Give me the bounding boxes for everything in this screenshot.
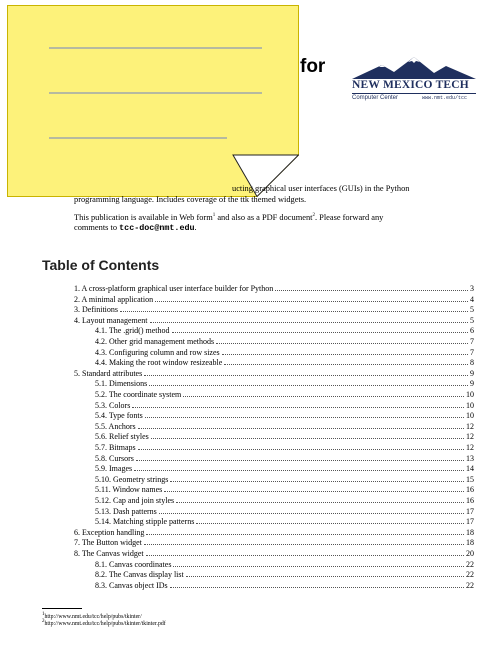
toc-entry-page: 9 — [470, 368, 474, 378]
toc-entry-label: 5.4. Type fonts — [95, 411, 143, 421]
toc-entry-label: 5.2. The coordinate system — [95, 390, 182, 399]
toc-entry-page: 22 — [466, 570, 474, 580]
toc-entry[interactable] — [95, 580, 474, 591]
toc-entry-page: 9 — [470, 379, 474, 389]
toc-entry-page: 7 — [470, 347, 474, 357]
toc-entry-page: 17 — [466, 517, 474, 527]
sticky-note[interactable] — [7, 5, 299, 197]
toc-entry-page: 13 — [466, 453, 474, 463]
toc-leader-dots — [222, 347, 468, 355]
footnote-ref[interactable]: 1 — [212, 213, 216, 218]
toc-leader-dots — [146, 527, 464, 535]
toc-leader-dots — [216, 336, 468, 344]
toc-heading: Table of Contents — [42, 257, 160, 273]
toc-leader-dots — [138, 421, 464, 429]
logo-url: www.nmt.edu/tcc — [422, 95, 468, 101]
toc-entry-page: 5 — [470, 305, 474, 315]
footnote-ref[interactable]: 2 — [312, 213, 315, 218]
toc-leader-dots — [132, 400, 464, 408]
toc-entry-label: 5.12. Cap and join styles — [95, 496, 175, 505]
intro-text: . — [194, 223, 197, 232]
toc-entry-label: 5.11. Window names — [95, 485, 163, 495]
intro-text: comments to — [74, 223, 120, 232]
toc-entry-page: 17 — [466, 506, 474, 516]
toc-leader-dots — [172, 325, 468, 333]
logo-subtitle: Computer Center — [352, 95, 399, 101]
toc-entry-label: 2. A minimal application — [74, 294, 154, 304]
toc-entry-label: 5.5. Anchors — [95, 421, 136, 431]
toc-entry-page: 12 — [466, 443, 474, 452]
footnote-number: 1 — [42, 612, 45, 617]
toc-leader-dots — [146, 548, 464, 556]
toc-entry-label: 5.8. Cursors — [95, 453, 134, 463]
toc-entry-page: 8 — [470, 358, 474, 368]
toc-leader-dots — [120, 304, 468, 312]
toc-entry-label: 3. Definitions — [74, 305, 118, 315]
toc-entry[interactable] — [95, 495, 474, 506]
toc-entry[interactable] — [95, 484, 474, 495]
toc-entry-page: 12 — [466, 421, 474, 431]
footnote-rule — [42, 608, 82, 609]
toc-leader-dots — [186, 569, 464, 577]
logo-name: NEW MEXICO TECH — [352, 79, 469, 91]
toc-entry[interactable] — [95, 357, 474, 368]
toc-entry[interactable] — [95, 347, 474, 358]
toc-entry[interactable] — [74, 537, 474, 548]
toc-entry-page: 6 — [470, 326, 474, 336]
toc-entry[interactable] — [95, 516, 474, 527]
toc-entry-page: 18 — [466, 538, 474, 548]
toc-leader-dots — [176, 495, 464, 503]
sticky-note-icon — [7, 5, 299, 197]
toc-entry[interactable] — [95, 463, 474, 474]
footnote-2 — [42, 619, 166, 627]
toc-leader-dots — [144, 368, 468, 376]
toc-entry-page: 22 — [466, 580, 474, 590]
toc-entry[interactable] — [74, 527, 474, 538]
toc-entry[interactable] — [95, 325, 474, 336]
toc-entry-label: 4.3. Configuring column and row sizes — [95, 347, 220, 357]
intro-line-2: programming language. Includes coverage of the ttk themed widgets. — [74, 195, 307, 204]
toc-entry-page: 10 — [466, 400, 474, 410]
toc-entry-label: 5.7. Bitmaps — [95, 443, 136, 452]
toc-entry-page: 16 — [466, 496, 474, 505]
toc-entry-page: 22 — [466, 559, 474, 569]
toc-entry[interactable] — [95, 559, 474, 570]
toc-entry-label: 5.14. Matching stipple patterns — [95, 517, 195, 527]
toc-leader-dots — [134, 463, 464, 471]
toc-entry-label: 8.3. Canvas object IDs — [95, 580, 168, 590]
toc-entry-page: 4 — [470, 294, 474, 304]
toc-leader-dots — [138, 442, 464, 450]
toc-entry[interactable] — [95, 400, 474, 411]
toc-entry[interactable] — [95, 442, 474, 453]
toc-entry-label: 5.9. Images — [95, 464, 133, 474]
toc-entry[interactable] — [74, 548, 474, 559]
toc-entry-page: 5 — [470, 315, 474, 325]
toc-entry-label: 5.1. Dimensions — [95, 379, 148, 389]
toc-leader-dots — [144, 537, 464, 545]
toc-entry[interactable] — [95, 389, 474, 400]
toc-entry-label: 7. The Button widget — [74, 538, 142, 548]
toc-leader-dots — [173, 559, 464, 567]
toc-entry[interactable] — [74, 283, 474, 294]
mountain-logo-icon — [352, 55, 476, 81]
toc-entry-label: 6. Exception handling — [74, 527, 145, 537]
toc-leader-dots — [196, 516, 464, 524]
toc-leader-dots — [275, 283, 468, 291]
email-link[interactable]: tcc-doc@nmt.edu — [119, 223, 195, 233]
footnote-url[interactable]: http://www.nmt.edu/tcc/help/pubs/tkinter/tkinter.pdf — [44, 620, 166, 627]
toc-entry-page: 12 — [466, 432, 474, 442]
toc-entry-page: 10 — [466, 390, 474, 399]
toc-entry-label: 4.4. Making the root window resizeable — [95, 358, 223, 368]
intro-text: and also as a PDF document — [217, 212, 313, 222]
toc-entry[interactable] — [95, 506, 474, 517]
toc-entry-label: 5.6. Relief styles — [95, 432, 149, 442]
toc-entry[interactable] — [95, 421, 474, 432]
toc-leader-dots — [164, 484, 464, 492]
toc-leader-dots — [155, 294, 468, 302]
toc-leader-dots — [149, 378, 468, 386]
toc-entry-page: 15 — [466, 474, 474, 484]
toc-entry-label: 8. The Canvas widget — [74, 549, 144, 558]
toc-leader-dots — [150, 315, 468, 323]
toc-entry[interactable] — [74, 294, 474, 305]
footnote-number: 2 — [42, 619, 45, 624]
toc-entry-label: 5.3. Colors — [95, 400, 131, 410]
toc-entry-label: 4.1. The .grid() method — [95, 326, 170, 336]
logo-divider — [352, 93, 476, 94]
toc-entry-label: 1. A cross-platform graphical user interface builder for Python — [74, 284, 274, 293]
toc-entry-page: 10 — [466, 411, 474, 421]
toc-entry-label: 5.13. Dash patterns — [95, 506, 157, 516]
toc-entry[interactable] — [95, 336, 474, 347]
toc-leader-dots — [183, 389, 464, 397]
toc-entry-page: 16 — [466, 485, 474, 495]
toc-entry[interactable] — [74, 368, 474, 379]
toc-leader-dots — [170, 580, 464, 588]
toc-entry-page: 7 — [470, 337, 474, 346]
intro-text: This publication is available in Web form — [74, 212, 213, 222]
toc-entry[interactable] — [95, 410, 474, 421]
intro-line-1: ucting graphical user interfaces (GUIs) in the Python — [232, 184, 410, 193]
toc-leader-dots — [145, 410, 464, 418]
toc-entry-page: 14 — [466, 464, 474, 474]
toc-entry[interactable] — [74, 315, 474, 326]
toc-entry[interactable] — [95, 378, 474, 389]
toc-entry[interactable] — [74, 304, 474, 315]
toc-entry[interactable] — [95, 431, 474, 442]
toc-entry-page: 18 — [466, 527, 474, 537]
toc-entry-label: 8.1. Canvas coordinates — [95, 559, 172, 569]
intro-line-3 — [74, 210, 383, 223]
toc-entry-page: 3 — [470, 284, 474, 293]
toc-entry-label: 5. Standard attributes — [74, 368, 143, 378]
nmt-logo — [352, 55, 476, 103]
toc-entry-label: 8.2. The Canvas display list — [95, 570, 184, 580]
intro-line-4 — [74, 222, 197, 234]
toc-leader-dots — [151, 431, 464, 439]
toc-entry-label: 4.2. Other grid management methods — [95, 337, 215, 346]
toc-leader-dots — [159, 506, 464, 514]
toc-entry[interactable] — [95, 453, 474, 464]
toc-entry[interactable] — [95, 569, 474, 580]
toc-entry-page: 20 — [466, 549, 474, 558]
intro-text: . Please forward any — [314, 212, 384, 222]
toc-entry-label: 5.10. Geometry strings — [95, 474, 169, 484]
toc-leader-dots — [170, 474, 464, 482]
toc-entry[interactable] — [95, 474, 474, 485]
document-title-fragment: for — [300, 56, 326, 77]
toc-leader-dots — [136, 453, 464, 461]
footnote-url[interactable]: http://www.nmt.edu/tcc/help/pubs/tkinter/ — [44, 613, 142, 620]
toc-leader-dots — [224, 357, 468, 365]
toc-entry-label: 4. Layout management — [74, 315, 148, 325]
